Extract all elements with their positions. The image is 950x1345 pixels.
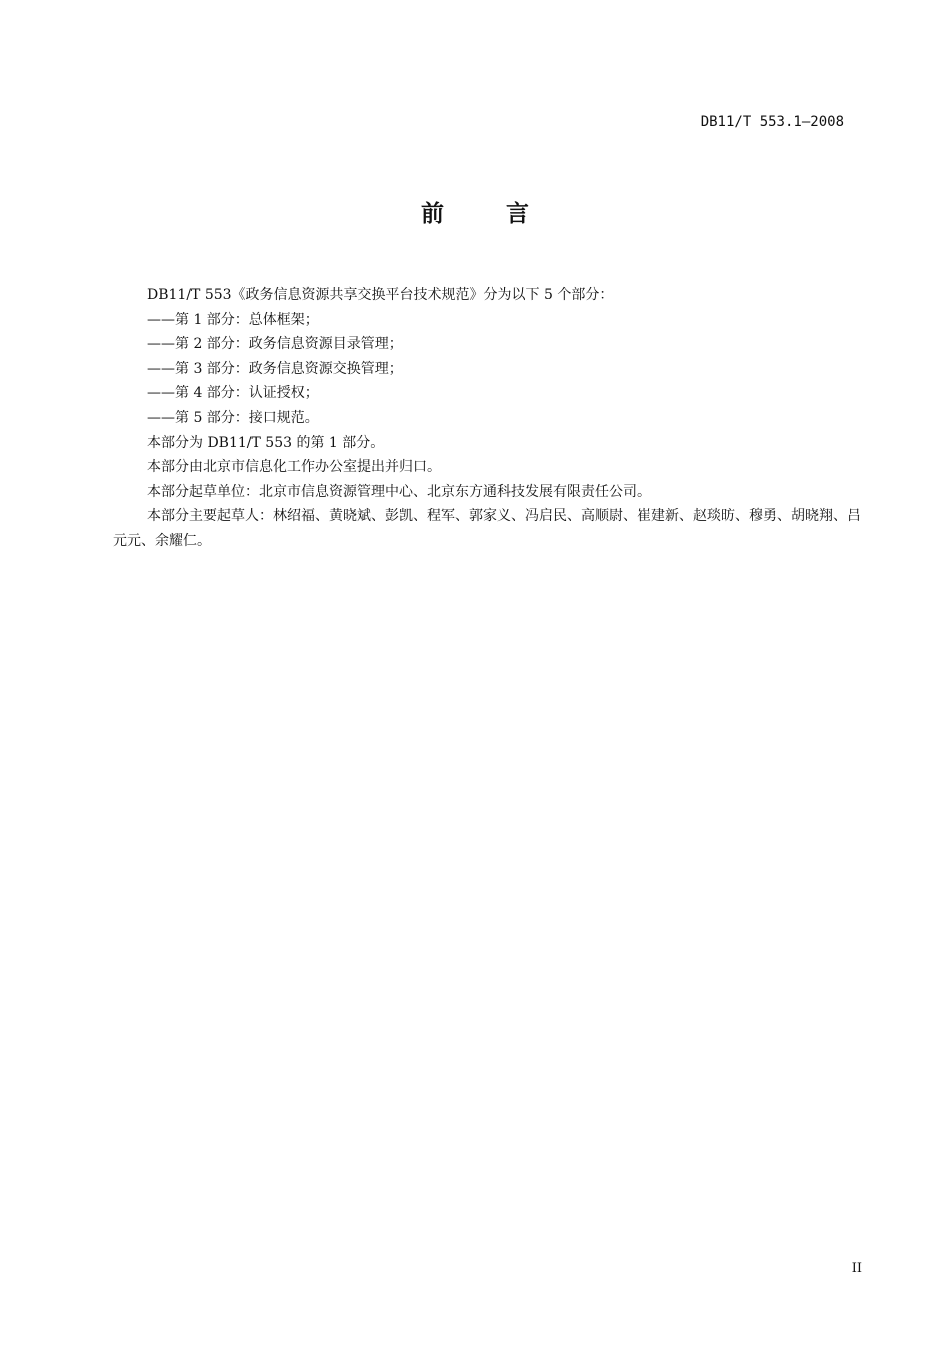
foreword-body [113, 283, 865, 554]
paragraph: 本部分为 DB11/T 553 的第 1 部分。 [147, 434, 385, 451]
title-char-2: 言 [506, 201, 529, 227]
paragraph: 本部分由北京市信息化工作办公室提出并归口。 [147, 459, 441, 476]
list-item: ——第 5 部分：接口规范。 [147, 409, 319, 426]
paragraph: 本部分主要起草人：林绍福、黄晓斌、彭凯、程军、郭家义、冯启民、高顺尉、崔建新、赵琰昉、穆勇、胡晓翔、吕元元、余耀仁。 [113, 508, 861, 549]
paragraph: 本部分起草单位：北京市信息资源管理中心、北京东方通科技发展有限责任公司。 [147, 483, 651, 500]
list-item: ——第 2 部分：政务信息资源目录管理； [147, 336, 403, 353]
list-item: ——第 3 部分：政务信息资源交换管理； [147, 360, 403, 377]
list-item: ——第 4 部分：认证授权； [147, 385, 319, 402]
title-char-1: 前 [421, 201, 444, 227]
document-code: DB11/T 553.1—2008 [700, 114, 844, 130]
paragraph: DB11/T 553《政务信息资源共享交换平台技术规范》分为以下 5 个部分： [147, 287, 614, 303]
list-item: ——第 1 部分：总体框架； [147, 311, 319, 328]
page-number: II [851, 1261, 862, 1276]
section-title [0, 195, 950, 228]
